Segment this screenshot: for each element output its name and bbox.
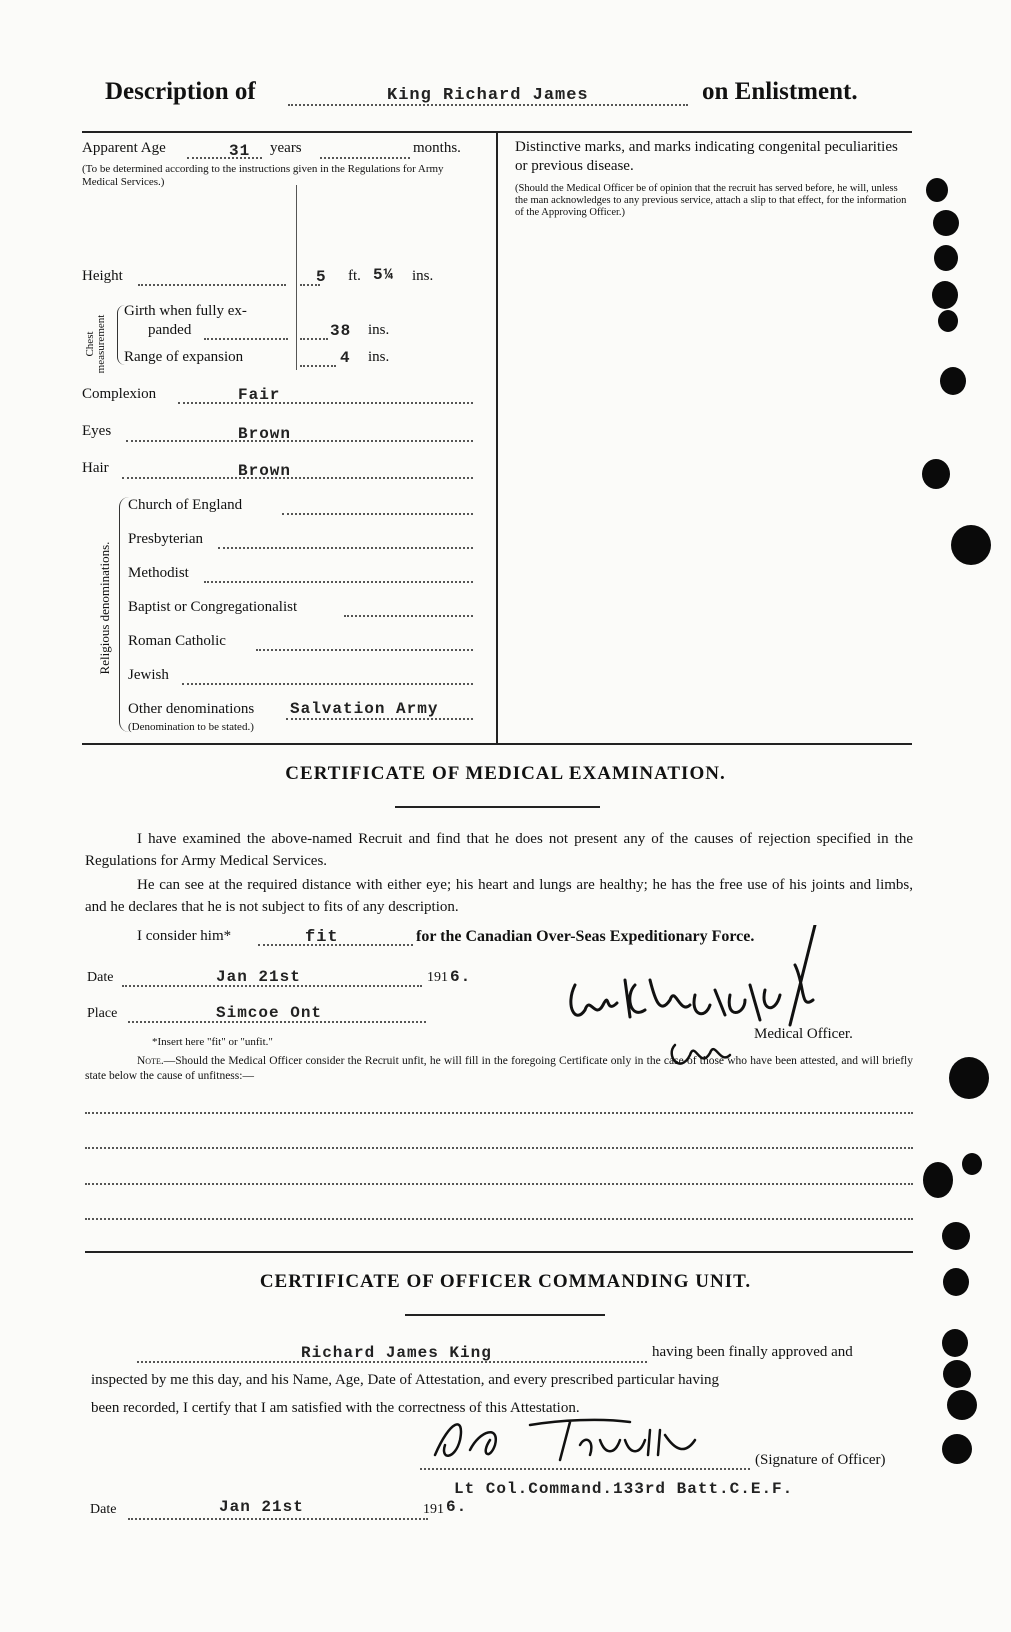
medical-date-label: Date <box>87 970 114 985</box>
age-note: (To be determined according to the instructions given in the Regulations for Army Medical Services.) <box>82 163 444 188</box>
other-denomination-value: Salvation Army <box>290 700 439 718</box>
dotted-line <box>126 440 473 442</box>
height-ft-value: 5 <box>316 268 327 286</box>
religion-baptist: Baptist or Congregationalist <box>128 599 298 615</box>
punch-hole <box>942 1434 972 1464</box>
commanding-date-value: Jan 21st <box>219 1498 304 1516</box>
commanding-line1-suffix: having been finally approved and <box>652 1344 853 1360</box>
punch-hole <box>942 1222 970 1250</box>
height-label: Height <box>82 268 123 284</box>
note-text <box>85 1054 913 1084</box>
denomination-note: (Denomination to be stated.) <box>128 721 254 733</box>
months-label: months. <box>413 140 461 156</box>
dotted-line <box>204 338 288 340</box>
bottom-rule <box>82 743 912 745</box>
dotted-line <box>282 513 473 515</box>
height-in-value: 5¼ <box>373 266 395 284</box>
note-body: —Should the Medical Officer consider the Recruit unfit, he will fill in the foregoing Certificate only in the case of those who have been attested, and will briefly state below the cause of unfitness:— <box>85 1055 913 1082</box>
punch-hole <box>926 178 948 202</box>
years-label: years <box>270 140 302 156</box>
place-label: Place <box>87 1006 118 1021</box>
column-divider <box>496 133 498 743</box>
commanding-line2: inspected by me this day, and his Name, Age, Date of Attestation, and every prescribed particular having <box>91 1372 720 1388</box>
commanding-year-prefix: 191 <box>423 1502 444 1517</box>
dotted-line <box>178 402 473 404</box>
recruit-name: King Richard James <box>387 86 589 105</box>
religion-jewish: Jewish <box>128 667 169 683</box>
medical-officer-label: Medical Officer. <box>754 1026 853 1042</box>
girth-label-2: panded <box>148 322 192 338</box>
range-label: Range of expansion <box>124 349 244 365</box>
range-unit: ins. <box>368 349 390 365</box>
dotted-line <box>128 1518 428 1520</box>
dotted-line <box>320 157 410 159</box>
punch-hole <box>938 310 958 332</box>
dotted-line <box>218 547 473 549</box>
hair-label: Hair <box>82 460 109 476</box>
insert-note: *Insert here "fit" or "unfit." <box>152 1036 273 1048</box>
commanding-title-rule <box>405 1314 605 1316</box>
punch-hole <box>923 1162 953 1198</box>
commanding-date-label: Date <box>90 1502 117 1517</box>
place-value: Simcoe Ont <box>216 1004 323 1022</box>
religion-roman-catholic: Roman Catholic <box>128 633 226 649</box>
medical-year-prefix: 191 <box>427 970 448 985</box>
ft-label: ft. <box>348 268 361 284</box>
unfitness-line-1 <box>85 1112 913 1114</box>
complexion-label: Complexion <box>82 386 157 402</box>
girth-value: 38 <box>330 322 352 340</box>
dotted-line <box>182 683 473 685</box>
signature-of-officer-label: (Signature of Officer) <box>755 1452 886 1468</box>
complexion-value: Fair <box>238 386 281 404</box>
dotted-line <box>300 365 336 367</box>
unfitness-line-2 <box>85 1147 913 1149</box>
religion-presbyterian: Presbyterian <box>128 531 203 547</box>
dotted-line <box>420 1468 750 1470</box>
dotted-line <box>122 477 473 479</box>
medical-date-value: Jan 21st <box>216 968 301 986</box>
girth-label-1: Girth when fully ex- <box>124 303 247 319</box>
fit-value: fit <box>305 928 339 947</box>
religions-label: Religious denominations. <box>97 541 112 675</box>
punch-hole <box>943 1360 971 1388</box>
punch-hole <box>922 459 950 489</box>
commanding-line3: been recorded, I certify that I am satisfied with the correctness of this Attestation. <box>91 1400 580 1416</box>
punch-hole <box>940 367 966 395</box>
hair-value: Brown <box>238 462 292 480</box>
dotted-line <box>286 718 473 720</box>
range-value: 4 <box>340 349 351 367</box>
marks-note: (Should the Medical Officer be of opinion that the recruit has served before, he will, unless the man acknowledges to any previous service, attach a slip to that effect, for the information of the Approving Officer.) <box>515 183 907 218</box>
commanding-year-value: 6. <box>446 1498 468 1516</box>
inner-divider <box>296 185 297 370</box>
punch-hole <box>951 525 991 565</box>
dotted-line <box>204 581 473 583</box>
eyes-value: Brown <box>238 425 292 443</box>
note-label: Note. <box>137 1055 164 1067</box>
chest-label: Chest measurement <box>84 314 107 374</box>
dotted-line <box>300 338 328 340</box>
apparent-age-label: Apparent Age <box>82 140 166 156</box>
header-prefix: Description of <box>105 78 256 105</box>
unfitness-line-4 <box>85 1218 913 1220</box>
religion-methodist: Methodist <box>128 565 189 581</box>
punch-hole <box>947 1390 977 1420</box>
commanding-officer-signature <box>420 1410 710 1470</box>
medical-title: CERTIFICATE OF MEDICAL EXAMINATION. <box>285 763 726 784</box>
commanding-title: CERTIFICATE OF OFFICER COMMANDING UNIT. <box>259 1271 752 1292</box>
unfitness-line-3 <box>85 1183 913 1185</box>
consider-suffix: for the Canadian Over-Seas Expeditionary Force. <box>416 928 755 945</box>
consider-prefix: I consider him* <box>137 928 232 944</box>
punch-hole <box>942 1329 968 1357</box>
ins-label: ins. <box>412 268 434 284</box>
religion-church-of-england: Church of England <box>128 497 243 513</box>
medical-para-2: He can see at the required distance with either eye; his heart and lungs are healthy; he has the free use of his joints and limbs, and he declares that he is not subject to fits of any description. <box>85 877 913 915</box>
religion-other: Other denominations <box>128 701 255 717</box>
medical-year-value: 6. <box>450 968 472 986</box>
commanding-name-value: Richard James King <box>301 1344 492 1362</box>
punch-hole <box>934 245 958 271</box>
dotted-line <box>138 284 286 286</box>
medical-title-rule <box>395 806 600 808</box>
dotted-line <box>187 157 262 159</box>
punch-hole <box>949 1057 989 1099</box>
section-rule <box>85 1251 913 1253</box>
marks-title: Distinctive marks, and marks indicating congenital peculiarities or previous disease. <box>515 139 898 174</box>
age-value: 31 <box>229 142 251 160</box>
medical-para-1: I have examined the above-named Recruit and find that he does not present any of the causes of rejection specified in the Regulations for Army Medical Services. <box>85 831 913 869</box>
rank-value: Lt Col.Command.133rd Batt.C.E.F. <box>454 1480 794 1498</box>
punch-hole <box>933 210 959 236</box>
dotted-line <box>344 615 473 617</box>
eyes-label: Eyes <box>82 423 112 439</box>
punch-hole <box>962 1153 982 1175</box>
punch-hole <box>932 281 958 309</box>
dotted-line <box>256 649 473 651</box>
girth-unit: ins. <box>368 322 390 338</box>
header-suffix: on Enlistment. <box>702 78 858 105</box>
